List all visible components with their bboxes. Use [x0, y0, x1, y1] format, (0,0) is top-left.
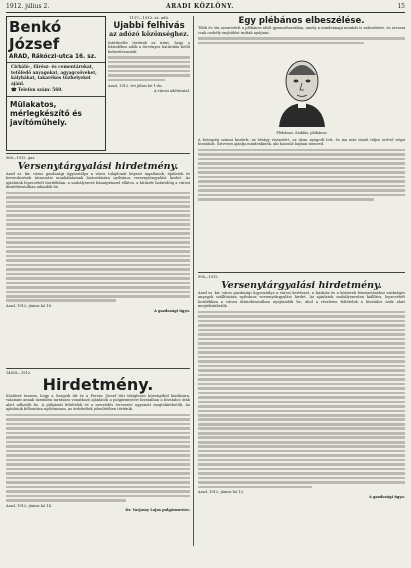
left-tender-body: Arad sz. kir. város gazdasági ügyosztálya a város tulajdonát képező ingatlanok, épületek és berendezések tatarozási munkálatainak biztosítására nyilvános versenytárgyalást hirdet. Az ajánlatok lepecsételt borítékban, a szabályszerű bánatpénzzel ellátva, a kitűzött határidőig a városi iktatóhivatalban adandók be. — [6, 171, 190, 190]
notice-title: Ujabbi felhivás — [113, 20, 185, 31]
hirdetmeny-ref: 14618—1912. — [6, 371, 32, 375]
hirdetmeny-sign: Dr. Varjassy Lajos polgármester. — [125, 508, 190, 513]
benko-name: Benkó József — [9, 18, 62, 53]
left-tender-title: Versenytárgyalási hirdetmény. — [17, 160, 179, 172]
header-date: 1912. július 2. — [6, 3, 50, 10]
right-tender-title: Versenytárgyalási hirdetmény. — [221, 279, 382, 291]
article-plebanos — [198, 16, 405, 266]
article-body: A betegség szünni kezdett, az étvágy visszatért, az álom nyugodt lett, és ma már ismét teljes erővel végzi hivatását. Szívesen ajánlja mindenkinek, aki hasonló bajban szenved. — [198, 137, 405, 147]
tax-notice — [108, 16, 190, 149]
article-intro: Több év óta szenvedett a plébános idült gyomorhurutban, amely a mindennapi munkát is nehezítette, és orvosai csak csekély enyhülést tudtak nyújtani. — [198, 26, 405, 35]
right-tender-body: Arad sz. kir. város gazdasági ügyosztálya a városi kertészet, a faiskola és a közterek fenntartásához szükséges anyagok szállítására nyilvános versenytárgyalást hirdet. Az ajánlatok szabályszerűen kiállítva, lepecsételt borítékban a városi iktatóhivatalban nyújtandók be, ahol a részletes feltételek a hivatalos órák alatt megtekinthetők. — [198, 290, 405, 309]
left-tender-date: Arad, 1912. június hó 18. — [6, 304, 53, 309]
right-tender-ref: 996—1912. — [198, 275, 219, 279]
left-tender-ref: 968—1912. gaz. — [6, 156, 36, 160]
telephone-icon: ☎ — [11, 88, 18, 94]
article-filler — [198, 149, 405, 201]
notice-filler — [108, 56, 190, 81]
benko-advertisement — [6, 16, 106, 151]
right-tender-sign: A gazdasági ügyo. — [368, 494, 405, 499]
hirdetmeny-title: Hirdetmény. — [42, 374, 154, 394]
notice-body: Intézkedés történik az iránt, hogy a hátralékos adók a törvényes határidőn belül befizettessenek. — [108, 40, 190, 54]
hirdetmeny-filler — [6, 414, 190, 502]
hirdetmeny-date: Arad, 1912. június hó 14. — [6, 503, 53, 508]
header-title: ARADI KÖZLÖNY. — [166, 3, 234, 10]
left-tender-sign: A gazdasági ügyo. — [153, 308, 190, 313]
notice-subtitle: az adózó közönséghez. — [109, 30, 189, 38]
left-tender-filler — [6, 192, 190, 302]
benko-body: Cirkáló-, fűrész- és cementárukat, tetőfedő anyagokat, agyagcsöveket, kályhákat, takarékos tűzhelyeket ajánl. — [11, 65, 97, 87]
right-tender-notice — [198, 272, 405, 560]
benko-footer: Mülakatos, mérlegkészítő és javítóműhely. — [10, 99, 82, 127]
benko-address: ARAD, Rákóczi-utca 16. sz. — [9, 54, 97, 60]
hirdetmeny-notice — [6, 368, 190, 560]
right-tender-filler — [198, 311, 405, 488]
page-header — [6, 2, 405, 13]
right-tender-date: Arad, 1912. június hó 13. — [198, 490, 245, 495]
page-number: 15 — [397, 3, 405, 10]
notice-sign: A városi adóhivatal. — [153, 88, 190, 93]
notice-date: Arad, 1912. évi július hó 1-én. — [108, 84, 163, 89]
portrait-caption: Plébános, Sziklás, plébános — [276, 131, 327, 136]
left-tender-notice — [6, 153, 190, 365]
column-divider — [193, 16, 194, 546]
priest-portrait — [198, 51, 405, 131]
benko-phone: ☎ Telefon szám: 560. — [11, 88, 63, 94]
notice-ref: 1117—1912. sz. adó. — [128, 15, 170, 20]
article-title: Egy plébános elbeszélése. — [238, 16, 365, 26]
hirdetmeny-body: Közhírré teszem, hogy a Szegedi úti és a Ferenc József téri ideiglenes közvágóhíd kiadására, valamint annak üzemben tartására vonatkozó ajánlatok a polgármesteri hivatalban a hivatalos órák alatt adhatók be. A pályázati feltételek és a szerződés tervezete ugyanott megtekinthetők. Az ajánlatok felbontása nyilvánosan, az érdekeltek jelenlétében történik. — [6, 393, 190, 412]
